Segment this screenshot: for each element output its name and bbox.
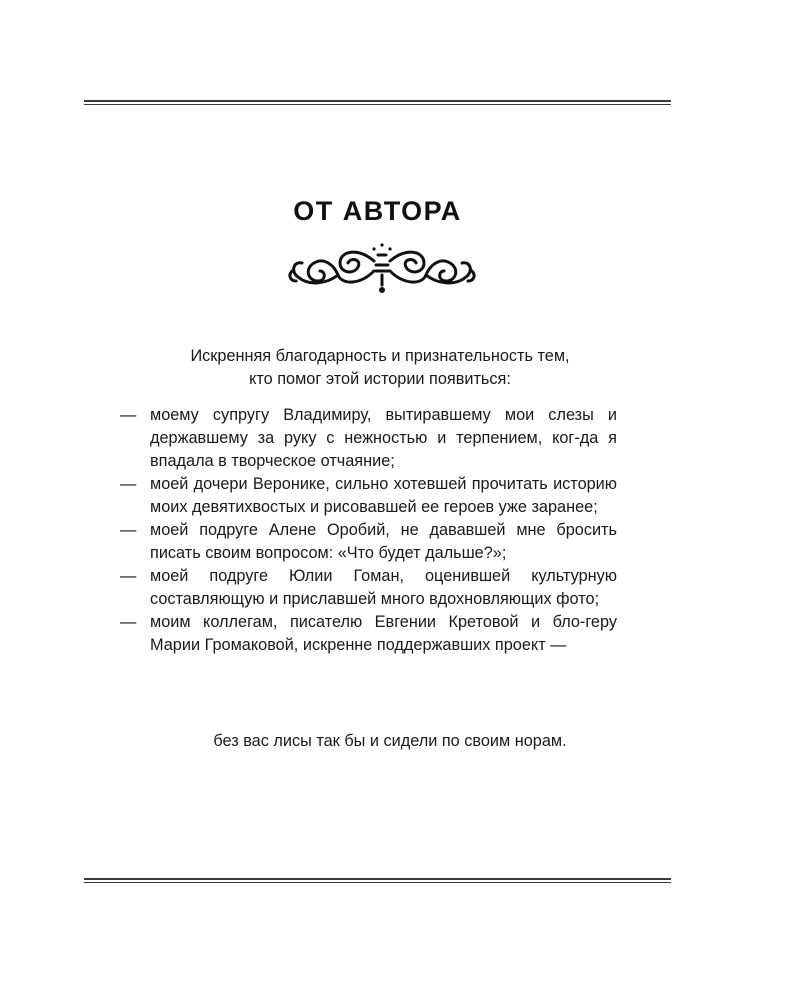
list-item xyxy=(120,473,617,519)
list-item xyxy=(120,565,617,611)
page-title: ОТ АВТОРА xyxy=(293,196,462,227)
list-item xyxy=(120,404,617,473)
list-item-text: моей подруге Юлии Гоман, оценившей культурную составляющую и приславшей много вдохновляющих фото; xyxy=(150,567,617,608)
closing-line: без вас лисы так бы и сидели по своим норам. xyxy=(213,732,567,750)
acknowledgement-list xyxy=(120,404,617,657)
intro-paragraph xyxy=(120,345,640,391)
list-item xyxy=(120,611,617,657)
list-dash: — xyxy=(120,475,137,493)
intro-line: кто помог этой истории появиться: xyxy=(249,370,511,388)
top-double-rule xyxy=(84,100,671,106)
list-item-text: моим коллегам, писателю Евгении Кретовой и бло-геру Марии Громаковой, искренне поддержавших проект — xyxy=(150,613,617,654)
bottom-double-rule xyxy=(84,878,671,884)
list-dash: — xyxy=(120,567,137,585)
list-item-text: моему супругу Владимиру, вытиравшему мои слезы и державшему за руку с нежностью и терпением, ког-да я впадала в творческое отчаяние; xyxy=(150,406,617,470)
list-dash: — xyxy=(120,406,137,424)
floral-ornament-icon xyxy=(288,241,476,297)
list-item-text: моей дочери Веронике, сильно хотевшей прочитать историю моих девятихвостых и рисовавшей ее героев уже заранее; xyxy=(150,475,617,516)
list-item-text: моей подруге Алене Оробий, не дававшей мне бросить писать своим вопросом: «Что будет дальше?»; xyxy=(150,521,617,562)
list-dash: — xyxy=(120,521,137,539)
list-item xyxy=(120,519,617,565)
list-dash: — xyxy=(120,613,137,631)
intro-line: Искренняя благодарность и признательность тем, xyxy=(190,347,570,365)
